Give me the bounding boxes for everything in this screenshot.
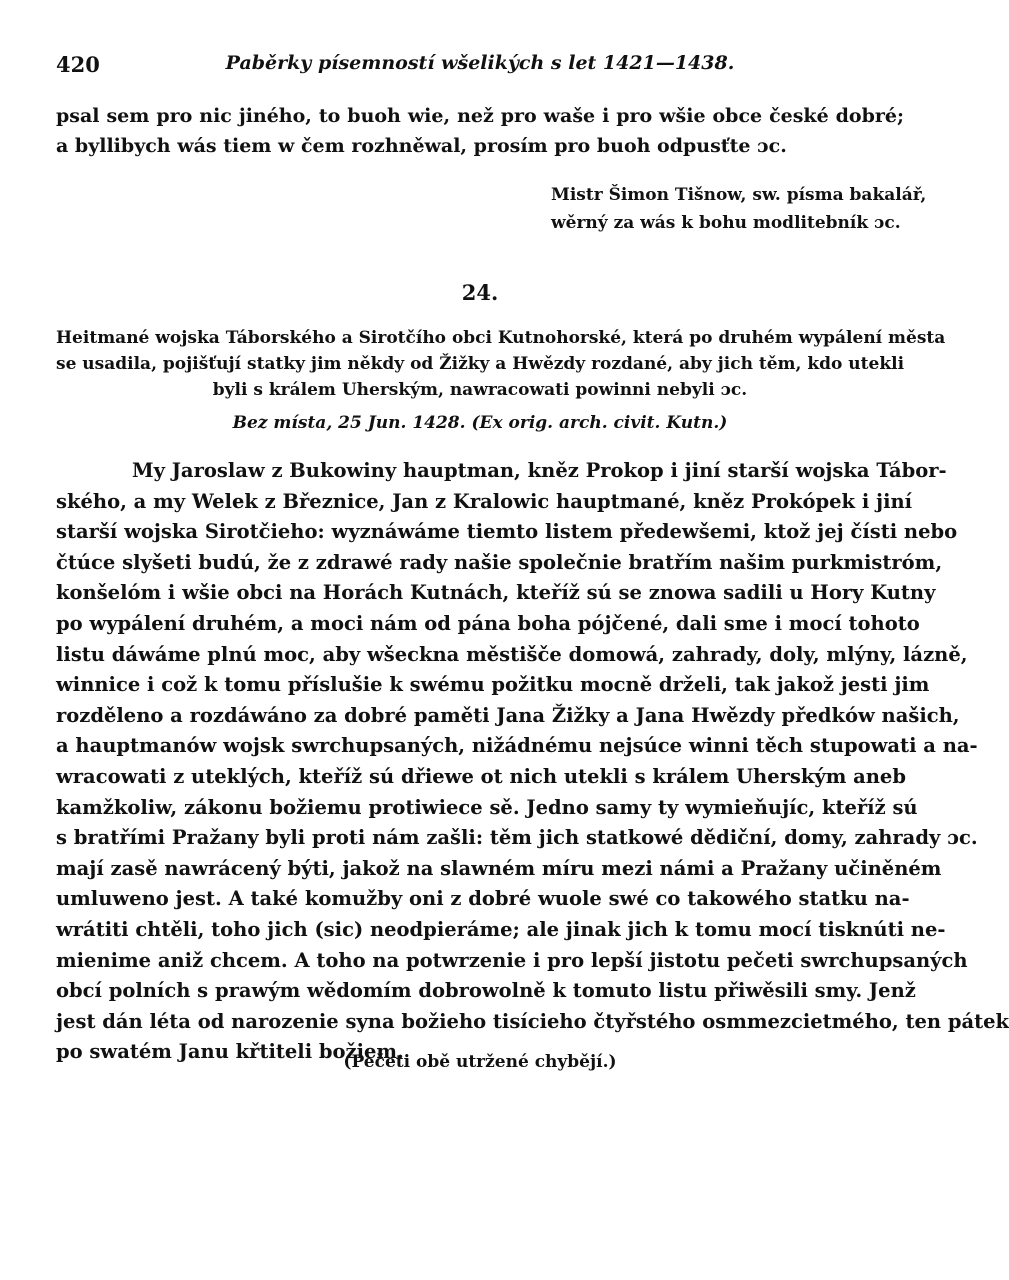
dating-line: Bez místa, 25 Jun. 1428. (Ex orig. arch. civit. Kutn.) (232, 413, 728, 433)
body-line: po wypálení druhém, a moci nám od pána boha pójčené, dali sme i mocí tohoto (56, 611, 920, 635)
body-line: ského, a my Welek z Březnice, Jan z Kralowic hauptmané, kněz Prokópek i jiní (56, 489, 913, 513)
regest-summary (56, 325, 946, 403)
body-line: listu dáwáme plnú moc, aby wšeckna městišče domowá, zahrady, doly, mlýny, lázně, (56, 642, 968, 666)
regest-line: Heitmané wojska Táborského a Sirotčího obci Kutnohorské, která po druhém wypálení města (56, 328, 946, 348)
body-line: obcí polních s prawým wědomím dobrowolně k tomuto listu přiwěsili smy. Jenž (56, 979, 916, 1003)
document-body (56, 456, 1009, 1068)
text-line: a byllibych wás tiem w čem rozhněwal, prosím pro buoh odpusťte ɔc. (56, 135, 787, 157)
body-line: winnice i což k tomu příslušie k swému požitku mocně drželi, tak jakož jesti jim (56, 673, 930, 697)
regest-line: byli s králem Uherským, nawracowati powinni nebyli ɔc. (212, 380, 748, 400)
page-number: 420 (56, 52, 100, 77)
document-number: 24. (461, 280, 499, 305)
page-header (56, 52, 904, 84)
body-line: kamžkoliw, zákonu božiemu protiwiece sě. Jedno samy ty wymieňujíc, kteříž sú (56, 795, 918, 819)
body-line: mají zasě nawrácený býti, jakož na slawném míru mezi námi a Pražany učiněném (56, 856, 942, 880)
body-line: čtúce slyšeti budú, že z zdrawé rady našie společnie bratřím našim purkmistróm, (56, 550, 943, 574)
signature-line: Mistr Šimon Tišnow, sw. písma bakalář, (551, 185, 927, 205)
body-line: jest dán léta od narozenie syna božieho tisícieho čtyřstého osmmezcietmého, ten pátek (56, 1009, 1009, 1033)
body-line: wrátiti chtěli, toho jich (sic) neodpieráme; ale jinak jich k tomu mocí tisknúti ne- (56, 917, 946, 941)
signature-line: wěrný za wás k bohu modlitebník ɔc. (551, 213, 901, 233)
text-line: psal sem pro nic jiného, to buoh wie, než pro waše i pro wšie obce české dobré; (56, 105, 904, 127)
signature-block (551, 181, 927, 237)
body-line: konšelóm i wšie obci na Horách Kutnách, kteříž sú se znowa sadili u Hory Kutny (56, 581, 936, 605)
body-line: My Jaroslaw z Bukowiny hauptman, kněz Prokop i jiní starší wojska Tábor- (132, 459, 947, 482)
body-line: starší wojska Sirotčieho: wyznáwáme tiemto listem předewšemi, ktož jej čísti nebo (56, 520, 958, 544)
body-line: wracowati z uteklých, kteříž sú dřiewe ot nich utekli s králem Uherským aneb (56, 764, 906, 788)
body-line: mienime aniž chcem. A toho na potwrzenie i pro lepší jistotu pečeti swrchupsaných (56, 948, 968, 972)
seal-note: (Pečeti obě utržené chybějí.) (343, 1052, 617, 1072)
body-line: a hauptmanów wojsk swrchupsaných, nižádnému nejsúce winni těch stupowati a na- (56, 734, 978, 758)
intro-paragraph (56, 101, 904, 161)
body-line: rozděleno a rozdáwáno za dobré paměti Jana Žižky a Jana Hwězdy předków našich, (56, 703, 960, 727)
body-line: po swatém Janu křtiteli božiem. (56, 1040, 404, 1064)
regest-line: se usadila, pojišťují statky jim někdy od Žižky a Hwězdy rozdané, aby jich těm, kdo utekli (56, 354, 905, 374)
body-line: s bratřími Pražany byli proti nám zašli: těm jich statkowé dědiční, domy, zahrady ɔc. (56, 826, 978, 850)
body-line: umluweno jest. A také komužby oni z dobré wuole swé co takowého statku na- (56, 887, 910, 911)
running-title: Paběrky písemností wšelikých s let 1421—1438. (225, 52, 735, 74)
